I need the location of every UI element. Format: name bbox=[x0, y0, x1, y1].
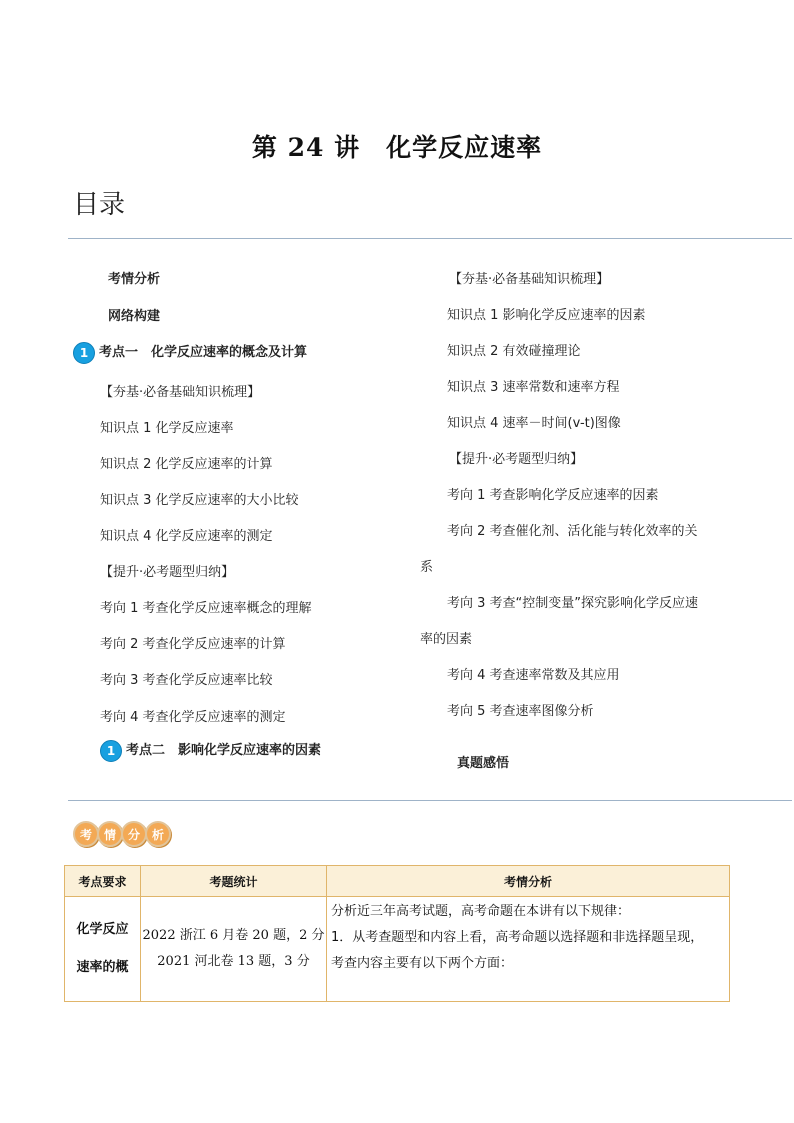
column-header: 考情分析 bbox=[327, 866, 730, 897]
stats-cell bbox=[141, 897, 327, 1002]
toc-item[interactable]: 知识点 3 速率常数和速率方程 bbox=[447, 380, 620, 395]
toc-bottom-divider bbox=[68, 800, 792, 801]
toc-item-topic-1[interactable] bbox=[73, 341, 307, 364]
exam-analysis-table bbox=[64, 865, 730, 1002]
toc-item-label: 考点二 影响化学反应速率的因素 bbox=[126, 743, 322, 758]
toc-item[interactable]: 考向 4 考查速率常数及其应用 bbox=[447, 668, 620, 683]
toc-item[interactable]: 考向 3 考查化学反应速率比较 bbox=[100, 673, 273, 688]
analysis-cell bbox=[327, 897, 730, 1002]
toc-item[interactable]: 考向 1 考查化学反应速率概念的理解 bbox=[100, 601, 312, 616]
toc-item[interactable]: 考向 1 考查影响化学反应速率的因素 bbox=[447, 488, 659, 503]
toc-item[interactable]: 知识点 2 化学反应速率的计算 bbox=[100, 457, 273, 472]
toc-item-wrap: 系 bbox=[420, 560, 434, 575]
toc-item-wrap: 率的因素 bbox=[420, 632, 473, 647]
analysis-line: 1．从考查题型和内容上看，高考命题以选择题和非选择题呈现， bbox=[331, 930, 704, 945]
toc-item[interactable]: 知识点 3 化学反应速率的大小比较 bbox=[100, 493, 299, 508]
toc-item-topic-2[interactable] bbox=[100, 739, 321, 762]
toc-item[interactable]: 考向 3 考查“控制变量”探究影响化学反应速 bbox=[447, 596, 699, 611]
page-title: 第 24 讲 化学反应速率 bbox=[251, 133, 543, 162]
toc-item-label: 考点一 化学反应速率的概念及计算 bbox=[99, 345, 308, 360]
banner-char: 析 bbox=[145, 821, 171, 847]
toc-item[interactable]: 考向 2 考查催化剂、活化能与转化效率的关 bbox=[447, 524, 698, 539]
toc-item[interactable]: 【提升·必考题型归纳】 bbox=[100, 565, 235, 580]
toc-item[interactable]: 考向 4 考查化学反应速率的测定 bbox=[100, 710, 286, 725]
requirement-cell bbox=[65, 897, 141, 1002]
toc-item[interactable]: 【夯基·必备基础知识梳理】 bbox=[449, 272, 610, 287]
toc-item[interactable]: 考向 2 考查化学反应速率的计算 bbox=[100, 637, 286, 652]
stat-line: 2022 浙江 6 月卷 20 题，2 分 bbox=[142, 928, 325, 943]
table-row bbox=[65, 897, 730, 1002]
stat-line: 2021 河北卷 13 题，3 分 bbox=[157, 954, 310, 969]
toc-item[interactable]: 知识点 1 影响化学反应速率的因素 bbox=[447, 308, 646, 323]
toc-item[interactable]: 【夯基·必备基础知识梳理】 bbox=[100, 385, 261, 400]
banner-char: 分 bbox=[121, 821, 147, 847]
toc-item[interactable]: 知识点 2 有效碰撞理论 bbox=[447, 344, 581, 359]
toc-top-divider bbox=[68, 238, 792, 239]
toc-item[interactable]: 网络构建 bbox=[108, 309, 161, 324]
table-header-row bbox=[65, 866, 730, 897]
column-header: 考点要求 bbox=[65, 866, 141, 897]
column-header: 考题统计 bbox=[141, 866, 327, 897]
toc-item[interactable]: 知识点 1 化学反应速率 bbox=[100, 421, 234, 436]
toc-heading: 目录 bbox=[73, 190, 126, 220]
toc-item[interactable]: 考情分析 bbox=[108, 272, 161, 287]
number-badge-icon: 1 bbox=[73, 342, 95, 364]
requirement-text: 化学反应速率的概 bbox=[76, 922, 129, 975]
section-banner-kaoqing bbox=[73, 821, 169, 851]
toc-item[interactable]: 【提升·必考题型归纳】 bbox=[449, 452, 584, 467]
analysis-line: 分析近三年高考试题，高考命题在本讲有以下规律： bbox=[331, 904, 631, 919]
toc-item[interactable]: 知识点 4 速率－时间(v-t)图像 bbox=[447, 416, 621, 431]
banner-char: 考 bbox=[73, 821, 99, 847]
toc-item[interactable]: 知识点 4 化学反应速率的测定 bbox=[100, 529, 273, 544]
toc-item[interactable]: 真题感悟 bbox=[457, 756, 510, 771]
banner-char: 情 bbox=[97, 821, 123, 847]
toc-item[interactable]: 考向 5 考查速率图像分析 bbox=[447, 704, 594, 719]
analysis-line: 考查内容主要有以下两个方面： bbox=[331, 956, 514, 971]
number-badge-icon: 1 bbox=[100, 740, 122, 762]
